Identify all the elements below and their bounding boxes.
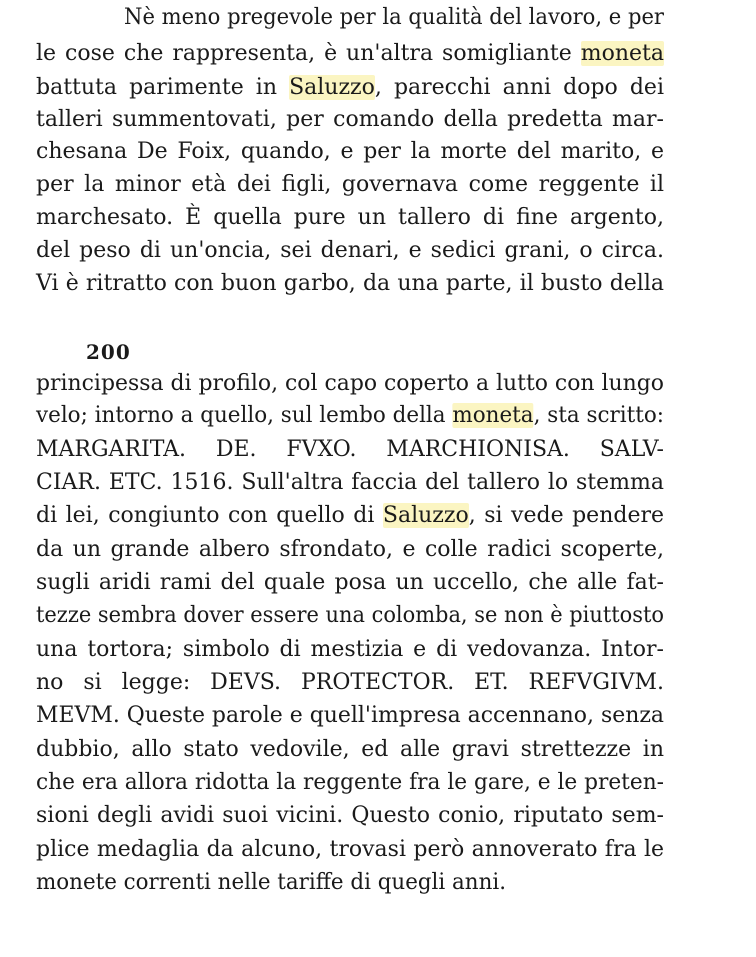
text-run: CIAR. ETC. 1516. Sull'altra faccia del tallero lo stemma (36, 470, 664, 495)
text-line (36, 502, 664, 530)
text-line (36, 802, 664, 830)
text-line (36, 602, 664, 630)
text-line (36, 836, 664, 864)
text-line (36, 736, 664, 764)
text-run: battuta parimente in (36, 75, 290, 100)
text-run: marchesato. È quella pure un tallero di fine argento, (36, 205, 664, 230)
text-line (36, 138, 664, 166)
text-run: MEVM. Queste parole e quell'impresa accennano, senza (36, 703, 664, 728)
text-run: tezze sembra dover essere una colomba, se non è piuttosto (36, 603, 664, 628)
highlighted-word: Saluzzo (289, 75, 375, 100)
highlighted-word: moneta (452, 403, 534, 428)
text-line (36, 636, 664, 664)
text-run: monete correnti nelle tariffe di quegli anni. (36, 870, 506, 895)
text-run: chesana De Foix, quando, e per la morte del marito, e (36, 139, 664, 164)
text-run: plice medaglia da alcuno, trovasi però annoverato fra le (36, 837, 664, 862)
text-run: una tortora; simbolo di mestizia e di vedovanza. Intor- (36, 637, 664, 662)
text-run: Vi è ritratto con buon garbo, da una parte, il busto della (36, 271, 664, 296)
text-run: MARGARITA. DE. FVXO. MARCHIONISA. SALV- (36, 437, 664, 462)
text-run: di lei, congiunto con quello di (36, 503, 383, 528)
text-line (124, 4, 664, 32)
text-line (36, 106, 664, 134)
text-line (36, 237, 664, 265)
text-line (36, 204, 664, 232)
text-run: del peso di un'oncia, sei denari, e sedici grani, o circa. (36, 238, 664, 263)
text-line (36, 40, 664, 68)
text-run: le cose che rappresenta, è un'altra somigliante (36, 41, 581, 66)
text-line (36, 436, 664, 464)
text-run: , sta scritto: (533, 403, 664, 428)
text-line (36, 74, 664, 102)
highlighted-word: Saluzzo (382, 503, 469, 528)
text-run: , parecchi anni dopo dei (374, 75, 664, 100)
text-line (36, 270, 664, 298)
text-line (36, 669, 664, 697)
text-run: no si legge: DEVS. PROTECTOR. ET. REFVGIVM. (36, 670, 664, 695)
page-number: 200 (86, 340, 131, 364)
text-line (36, 469, 664, 497)
text-line (36, 402, 664, 430)
text-line (36, 702, 662, 730)
text-line (36, 370, 662, 398)
text-run: principessa di profilo, col capo coperto a lutto con lungo (36, 371, 664, 396)
text-run: velo; intorno a quello, sul lembo della (36, 403, 453, 428)
highlighted-word: moneta (580, 41, 664, 66)
text-run: Nè meno pregevole per la qualità del lavoro, e per (124, 5, 664, 30)
text-line (36, 569, 664, 597)
text-run: da un grande albero sfrondato, e colle radici scoperte, (36, 537, 664, 562)
text-line (36, 869, 506, 897)
text-run: dubbio, allo stato vedovile, ed alle gravi strettezze in (36, 737, 664, 762)
text-line (36, 769, 664, 797)
text-run: sugli aridi rami del quale posa un uccello, che alle fat- (36, 570, 664, 595)
text-run: , si vede pendere (468, 503, 664, 528)
text-run: sioni degli avidi suoi vicini. Questo conio, riputato sem- (36, 803, 664, 828)
text-line (36, 536, 664, 564)
text-run: che era allora ridotta la reggente fra le gare, e le preten- (36, 770, 664, 795)
text-line (36, 171, 664, 199)
text-run: talleri summentovati, per comando della predetta mar- (36, 107, 664, 132)
text-run: per la minor età dei figli, governava come reggente il (36, 172, 664, 197)
